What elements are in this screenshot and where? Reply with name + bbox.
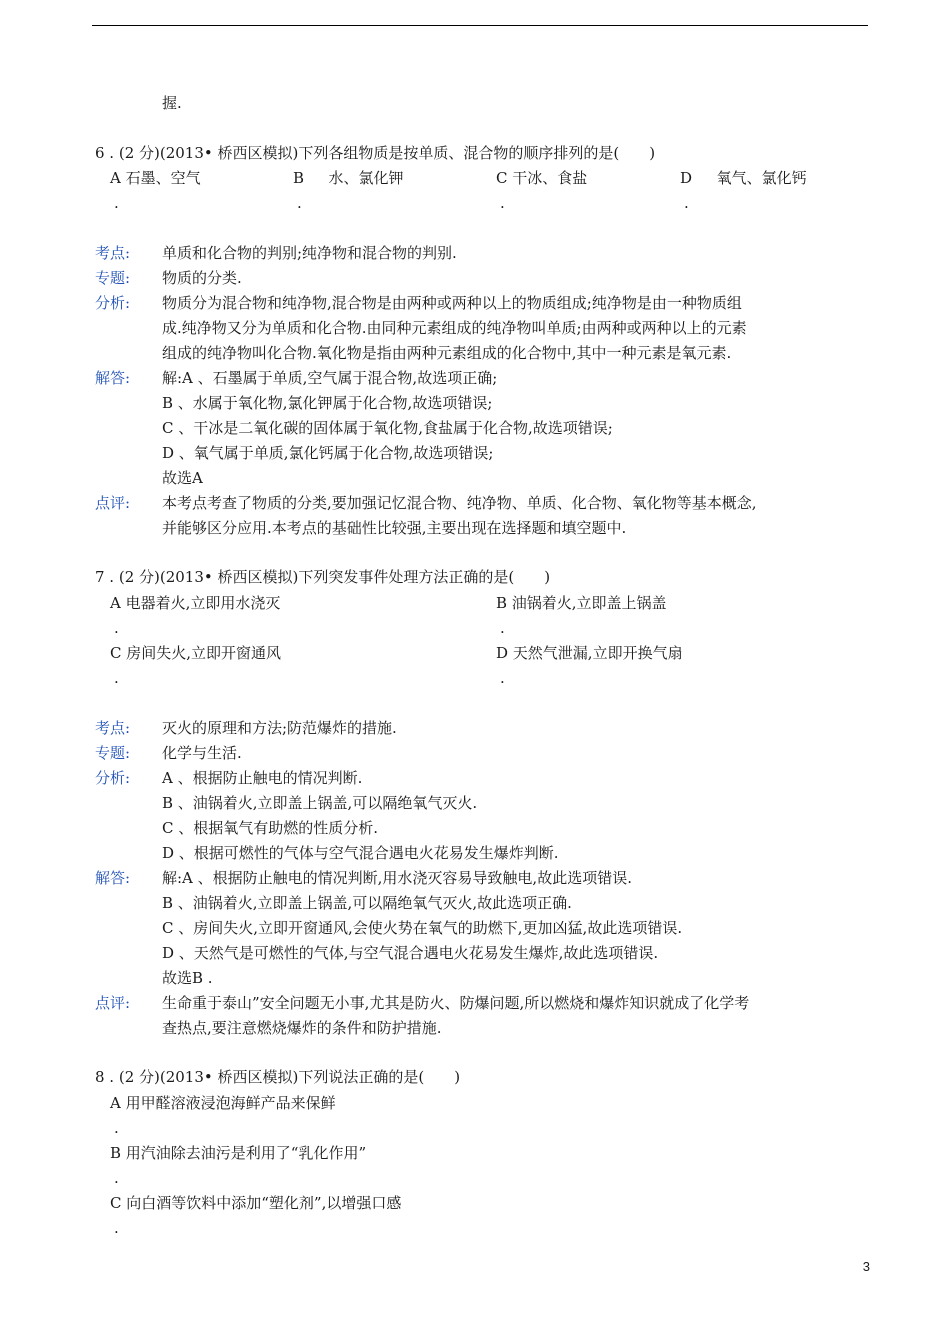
q7-jieda-line-1: 解:A 、根据防止触电的情况判断,用水浇灭容易导致触电,故此选项错误. (162, 869, 632, 887)
q7-option-d: D 天然气泄漏,立即开换气扇 (496, 644, 683, 662)
q7-fenxi-line-4: D 、根据可燃性的气体与空气混合遇电火花易发生爆炸判断. (162, 844, 559, 862)
q6-dianping-line-1: 本考点考查了物质的分类,要加强记忆混合物、纯净物、单质、化合物、氧化物等基本概念, (162, 494, 757, 512)
q6-zhuanti-label: 专题: (95, 269, 131, 287)
q7-kaodian-label: 考点: (95, 719, 131, 737)
q7-jieda-line-3: C 、房间失火,立即开窗通风,会使火势在氧气的助燃下,更加凶猛,故此选项错误. (162, 919, 683, 937)
q7-stem: 7 . (2 分)(2013• 桥西区模拟)下列突发事件处理方法正确的是( ) (95, 568, 551, 586)
q6-dot-b: . (297, 194, 302, 212)
q7-jieda-label: 解答: (95, 869, 131, 887)
carry-over-text: 握. (162, 94, 182, 112)
q7-option-b: B 油锅着火,立即盖上锅盖 (496, 594, 667, 612)
q8-dot-a: . (114, 1119, 119, 1137)
q7-dianping-line-1: 生命重于泰山”安全问题无小事,尤其是防火、防爆问题,所以燃烧和爆炸知识就成了化学考 (162, 994, 750, 1012)
q6-jieda-line-2: B 、水属于氧化物,氯化钾属于化合物,故选项错误; (162, 394, 493, 412)
q7-dianping-label: 点评: (95, 994, 131, 1012)
q6-fenxi-line-2: 成.纯净物又分为单质和化合物.由同种元素组成的纯净物叫单质;由两种或两种以上的元素 (162, 319, 747, 337)
q7-dot-b: . (500, 619, 505, 637)
q6-jieda-line-5: 故选A (162, 469, 203, 487)
q6-dot-a: . (114, 194, 119, 212)
q8-option-b: B 用汽油除去油污是利用了“乳化作用” (110, 1144, 367, 1162)
q7-kaodian: 灭火的原理和方法;防范爆炸的措施. (162, 719, 397, 737)
q7-option-a: A 电器着火,立即用水浇灭 (110, 594, 281, 612)
q7-jieda-line-5: 故选B . (162, 969, 213, 987)
q6-jieda-line-1: 解:A 、石墨属于单质,空气属于混合物,故选项正确; (162, 369, 498, 387)
q7-fenxi-label: 分析: (95, 769, 131, 787)
q7-fenxi-line-2: B 、油锅着火,立即盖上锅盖,可以隔绝氧气灭火. (162, 794, 478, 812)
q6-dot-d: . (684, 194, 689, 212)
page-number: 3 (862, 1259, 870, 1274)
q7-fenxi-line-1: A 、根据防止触电的情况判断. (162, 769, 363, 787)
q6-jieda-line-3: C 、干冰是二氧化碳的固体属于氧化物,食盐属于化合物,故选项错误; (162, 419, 613, 437)
q8-dot-b: . (114, 1169, 119, 1187)
q7-jieda-line-4: D 、天然气是可燃性的气体,与空气混合遇电火花易发生爆炸,故此选项错误. (162, 944, 659, 962)
header-rule (92, 25, 868, 26)
q7-option-c: C 房间失火,立即开窗通风 (110, 644, 282, 662)
q6-dianping-label: 点评: (95, 494, 131, 512)
q6-kaodian-label: 考点: (95, 244, 131, 262)
q6-option-a: A 石墨、空气 (110, 169, 201, 187)
q6-option-d: D 氧气、氯化钙 (680, 169, 807, 187)
q7-jieda-line-2: B 、油锅着火,立即盖上锅盖,可以隔绝氧气灭火,故此选项正确. (162, 894, 572, 912)
q6-kaodian: 单质和化合物的判别;纯净物和混合物的判别. (162, 244, 457, 262)
q7-dot-d: . (500, 669, 505, 687)
q7-dianping-line-2: 查热点,要注意燃烧爆炸的条件和防护措施. (162, 1019, 442, 1037)
q6-dot-c: . (500, 194, 505, 212)
q6-zhuanti: 物质的分类. (162, 269, 242, 287)
q7-zhuanti-label: 专题: (95, 744, 131, 762)
q7-zhuanti: 化学与生活. (162, 744, 242, 762)
q6-jieda-label: 解答: (95, 369, 131, 387)
q6-jieda-line-4: D 、氧气属于单质,氯化钙属于化合物,故选项错误; (162, 444, 494, 462)
q6-fenxi-line-3: 组成的纯净物叫化合物.氧化物是指由两种元素组成的化合物中,其中一种元素是氧元素. (162, 344, 732, 362)
q6-option-b: B 水、氯化钾 (293, 169, 404, 187)
q7-dot-a: . (114, 619, 119, 637)
q6-stem: 6 . (2 分)(2013• 桥西区模拟)下列各组物质是按单质、混合物的顺序排列的是( ) (95, 144, 656, 162)
q7-fenxi-line-3: C 、根据氧气有助燃的性质分析. (162, 819, 379, 837)
q6-option-c: C 干冰、食盐 (496, 169, 588, 187)
q6-fenxi-line-1: 物质分为混合物和纯净物,混合物是由两种或两种以上的物质组成;纯净物是由一种物质组 (162, 294, 742, 312)
q8-stem: 8 . (2 分)(2013• 桥西区模拟)下列说法正确的是( ) (95, 1068, 461, 1086)
q8-dot-c: . (114, 1219, 119, 1237)
q6-dianping-line-2: 并能够区分应用.本考点的基础性比较强,主要出现在选择题和填空题中. (162, 519, 627, 537)
q6-fenxi-label: 分析: (95, 294, 131, 312)
q8-option-a: A 用甲醛溶液浸泡海鲜产品来保鲜 (110, 1094, 336, 1112)
q8-option-c: C 向白酒等饮料中添加“塑化剂”,以增强口感 (110, 1194, 402, 1212)
q7-dot-c: . (114, 669, 119, 687)
